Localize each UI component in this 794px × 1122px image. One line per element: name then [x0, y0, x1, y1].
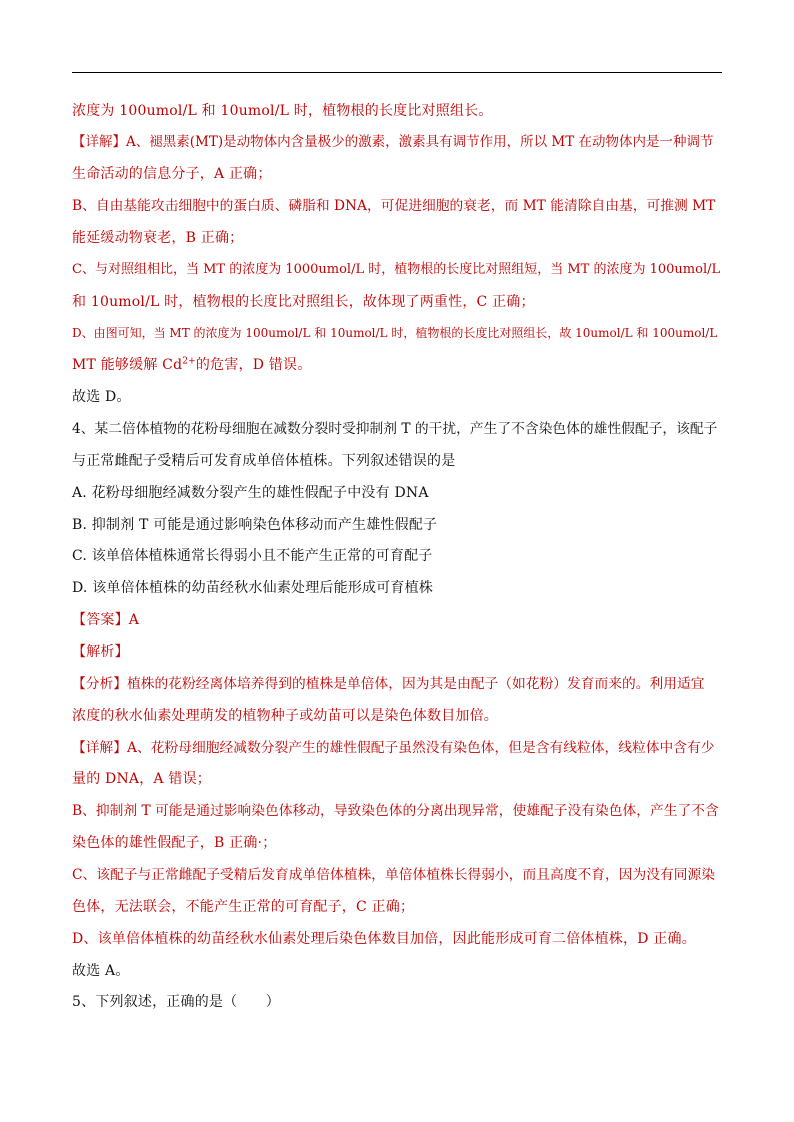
detail-c-line-2: 和 10umol/L 时，植物根的长度比对照组长，故体现了两重性，C 正确；	[72, 294, 535, 310]
option-c: C. 该单倍体植株通常长得弱小且不能产生正常的可育配子	[72, 548, 433, 564]
detail-b-line-2: 能延缓动物衰老，B 正确；	[72, 230, 244, 246]
q4-detail-a-line	[72, 738, 714, 758]
q4-detail-a-line-2: 量的 DNA，A 错误；	[72, 771, 211, 787]
q4-detail-c-line: C、该配子与正常雌配子受精后发育成单倍体植株，单倍体植株长得弱小，而且高度不育，因为没有同源染	[72, 867, 716, 883]
continuation-line: 浓度为 100umol/L 和 10umol/L 时，植物根的长度比对照组长。	[72, 103, 493, 119]
detail-a-text: A、褪黑素(MT)是动物体内含量极少的激素，激素具有调节作用，所以 MT 在动物体内是一种调节	[126, 134, 714, 150]
q4-detail-label: 【详解】	[72, 740, 128, 756]
q4-detail-b-line-2: 染色体的雄性假配子，B 正确·；	[72, 835, 277, 851]
analysis-label: 【解析】	[72, 644, 129, 660]
question-4-stem-2: 与正常雌配子受精后可发育成单倍体植株。下列叙述错误的是	[72, 453, 456, 469]
fenxi-line	[72, 674, 705, 694]
option-b: B. 抑制剂 T 可能是通过影响染色体移动而产生雄性假配子	[72, 517, 438, 533]
q4-detail-d-line: D、该单倍体植株的幼苗经秋水仙素处理后染色体数目加倍，因此能形成可育二倍体植株，D 正确。	[72, 931, 696, 947]
answer-label: 【答案】A	[72, 612, 140, 628]
detail-c-line: C、与对照组相比，当 MT 的浓度为 1000umol/L 时，植物根的长度比对照组短，当 MT 的浓度为 100umol/L	[72, 262, 721, 277]
q4-detail-b-line: B、抑制剂 T 可能是通过影响染色体移动，导致染色体的分离出现异常，使雄配子没有染色体，产生了不含	[72, 803, 719, 819]
fenxi-line-2: 浓度的秋水仙素处理萌发的植物种子或幼苗可以是染色体数目加倍。	[72, 708, 498, 724]
ion-charge: 2+	[182, 356, 196, 367]
detail-d-text-pre: MT 能够缓解 Cd	[72, 357, 183, 373]
detail-b-line: B、自由基能攻击细胞中的蛋白质、磷脂和 DNA，可促进细胞的衰老，而 MT 能清除自由基，可推测 MT	[72, 198, 716, 214]
option-a: A. 花粉母细胞经减数分裂产生的雄性假配子中没有 DNA	[72, 485, 429, 501]
q4-conclusion: 故选 A。	[72, 963, 130, 979]
detail-d-line-2	[72, 355, 311, 375]
detail-a-line-2: 生命活动的信息分子，A 正确；	[72, 166, 272, 182]
question-4-stem: 4、某二倍体植物的花粉母细胞在减数分裂时受抑制剂 T 的干扰，产生了不含染色体的雄性假配子，该配子	[72, 421, 718, 437]
header-rule	[72, 72, 722, 73]
q4-detail-c-line-2: 色体，无法联会，不能产生正常的可育配子，C 正确；	[72, 899, 415, 915]
detail-d-line: D、由图可知，当 MT 的浓度为 100umol/L 和 10umol/L 时，植物根的长度比对照组长，故 10umol/L 和 100umol/L	[72, 326, 718, 340]
fenxi-label: 【分析】	[72, 676, 128, 692]
fenxi-text: 植株的花粉经离体培养得到的植株是单倍体，因为其是由配子（如花粉）发育而来的。利用适宜	[127, 676, 705, 692]
detail-a-line	[72, 132, 714, 152]
question-5-stem: 5、下列叙述，正确的是（ ）	[72, 994, 280, 1010]
detail-label: 【详解】	[72, 134, 126, 150]
q4-detail-a-text: A、花粉母细胞经减数分裂产生的雄性假配子虽然没有染色体，但是含有线粒体，线粒体中含有少	[127, 740, 715, 756]
conclusion-line: 故选 D。	[72, 389, 131, 405]
detail-d-text-post: 的危害，D 错误。	[195, 357, 312, 373]
option-d: D. 该单倍体植株的幼苗经秋水仙素处理后能形成可育植株	[72, 580, 434, 596]
